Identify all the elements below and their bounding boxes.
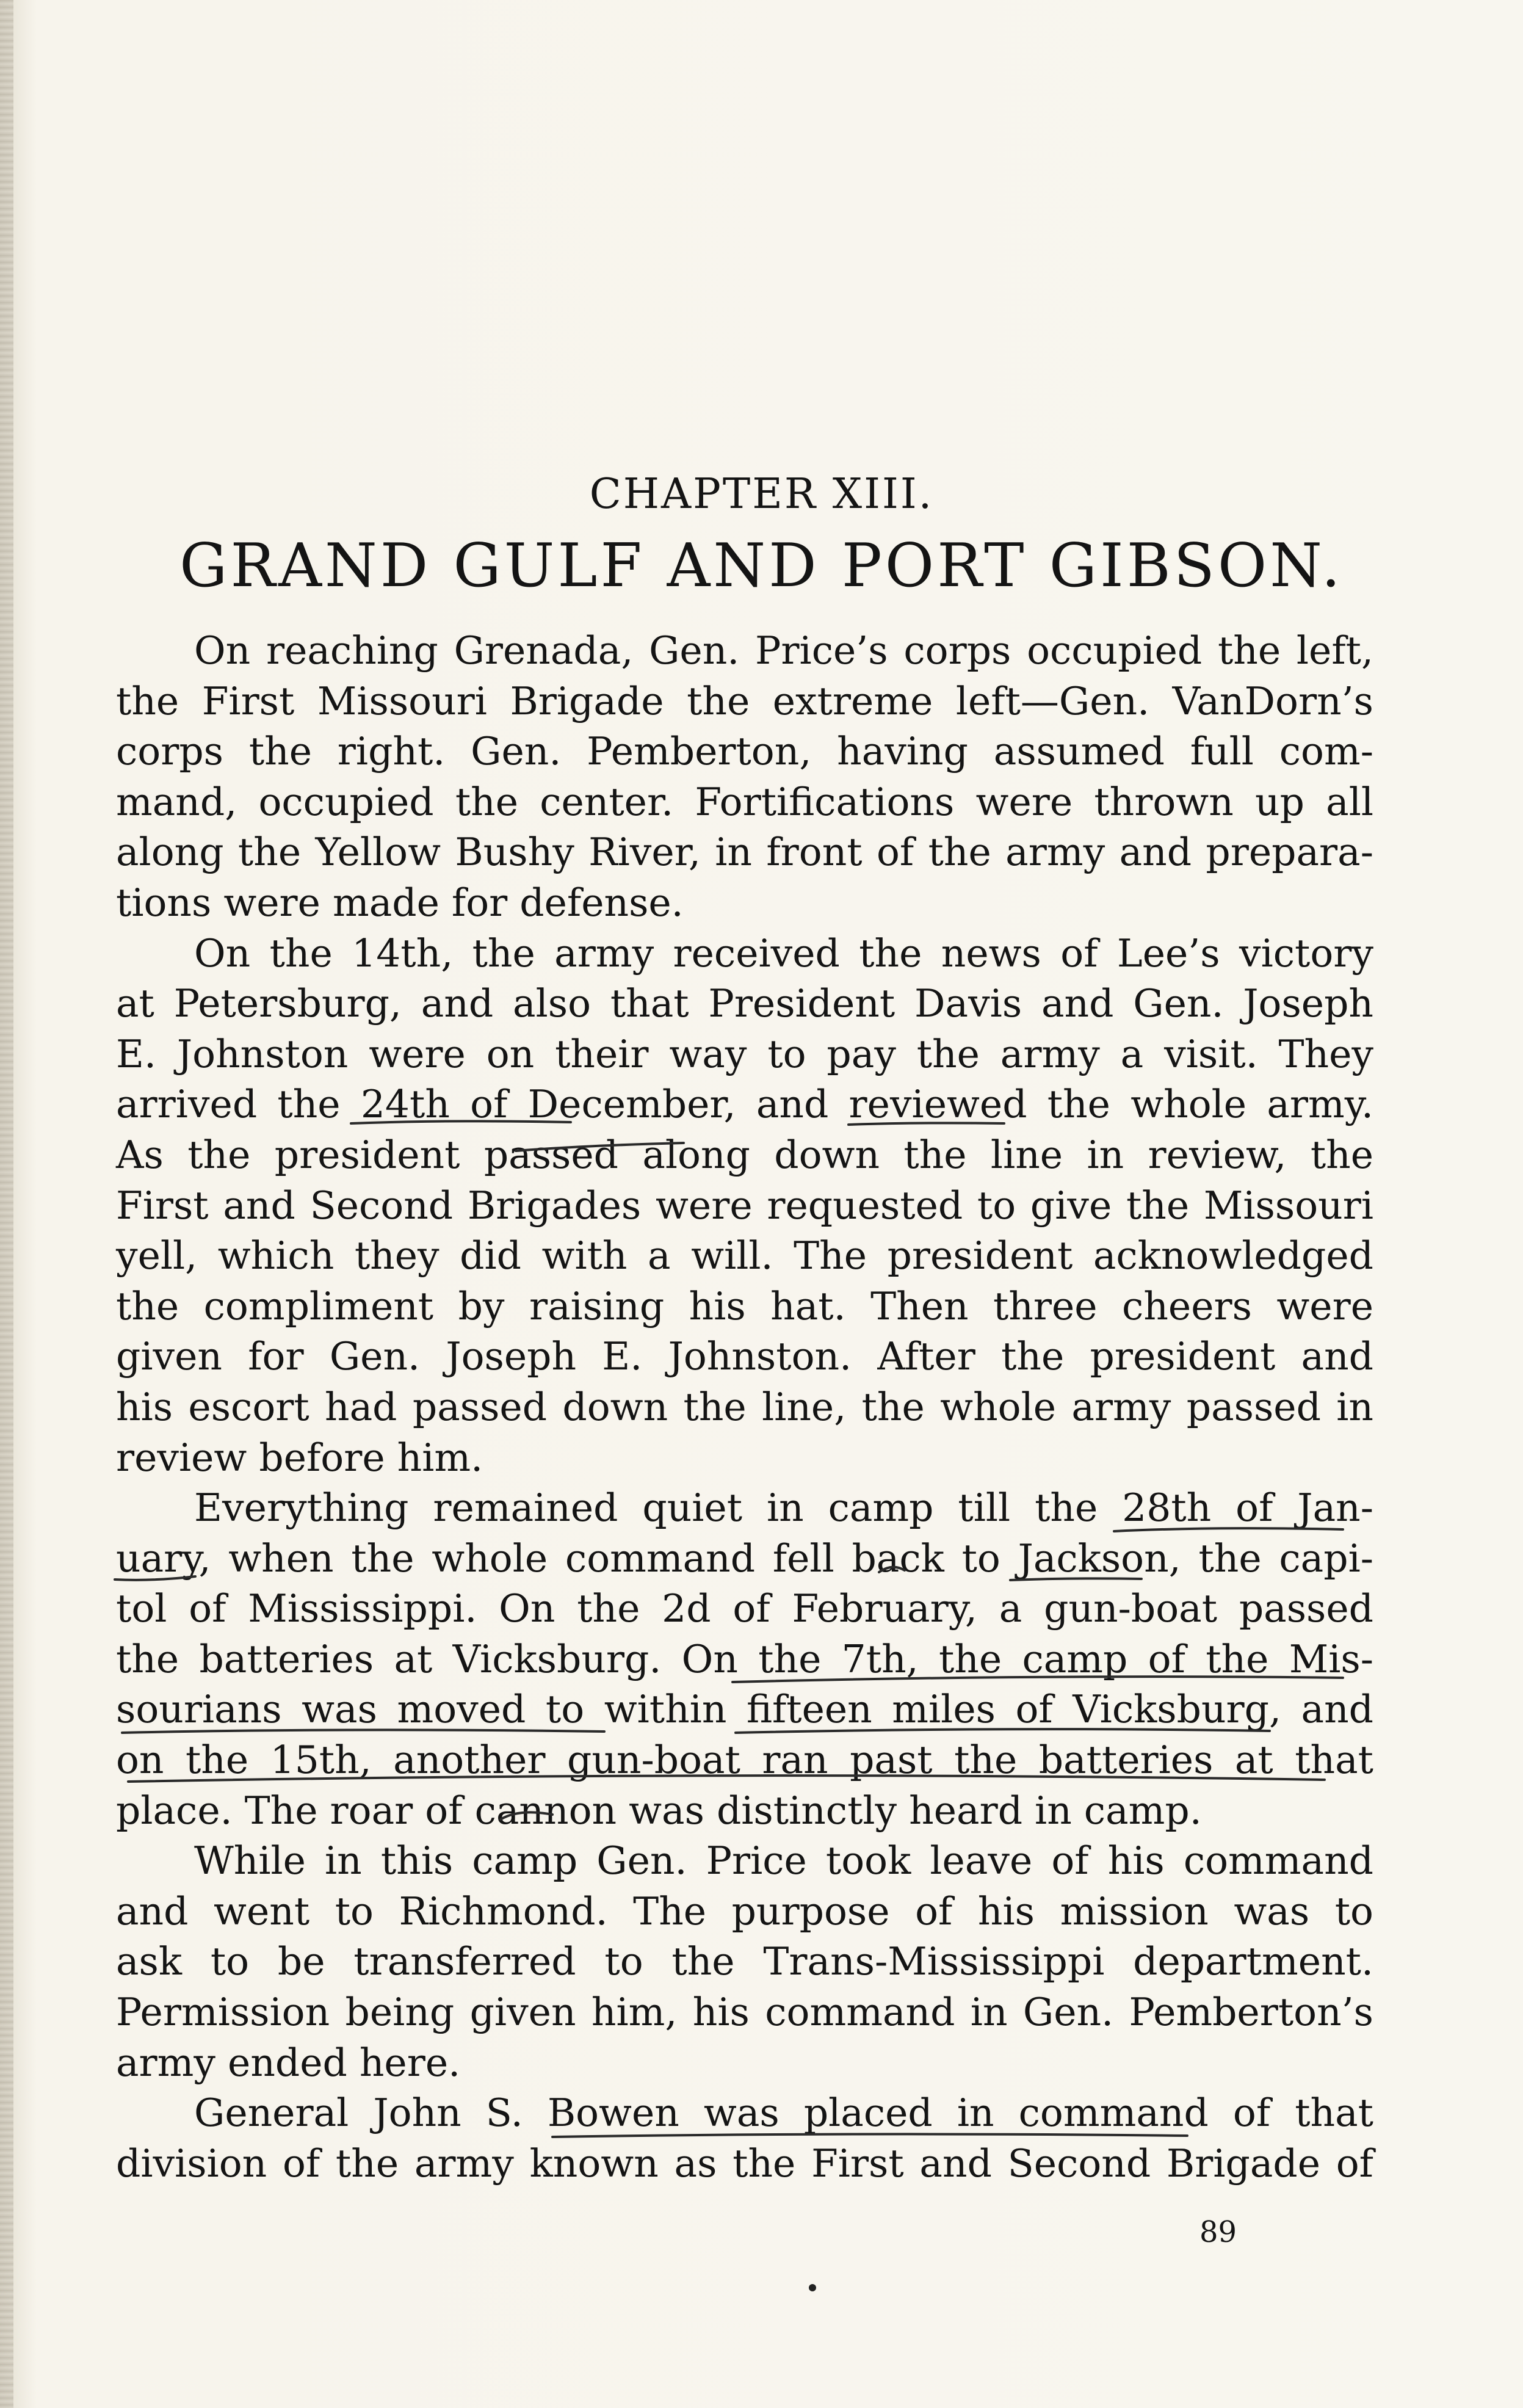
text-line: General John S. Bowen was placed in command of that [194, 2091, 1373, 2136]
paragraph-5 [116, 2088, 1373, 2189]
text-line: along the Yellow Bushy River, in front of the army and prepara- [116, 830, 1373, 875]
text-line: As the president passed along down the line in review, the [116, 1132, 1373, 1177]
text-line: review before him. [116, 1435, 483, 1480]
text-line: tions were made for defense. [116, 880, 684, 925]
text-line: On reaching Grenada, Gen. Price’s corps occupied the left, [194, 628, 1373, 673]
text-line: the batteries at Vicksburg. On the 7th, the camp of the Mis- [116, 1636, 1373, 1681]
body-text [116, 626, 1373, 2189]
page-binding-edge [0, 0, 13, 2408]
text-line: given for Gen. Joseph E. Johnston. After the president and [116, 1334, 1373, 1379]
text-line: While in this camp Gen. Price took leave of his command [194, 1838, 1373, 1884]
text-line: Permission being given him, his command in Gen. Pemberton’s [116, 1990, 1373, 2035]
paragraph-3 [116, 1483, 1373, 1836]
text-line: yell, which they did with a will. The president acknowledged [116, 1233, 1373, 1278]
text-line: uary, when the whole command fell back to Jackson, the capi- [116, 1536, 1373, 1581]
page-number: 89 [1199, 2215, 1237, 2249]
text-line: arrived the 24th of December, and reviewed the whole army. [116, 1082, 1373, 1127]
text-line: at Petersburg, and also that President Davis and Gen. Joseph [116, 981, 1373, 1026]
text-line: Everything remained quiet in camp till the 28th of Jan- [194, 1485, 1373, 1531]
paragraph-2 [116, 929, 1373, 1484]
text-line: mand, occupied the center. Fortifications were thrown up all [116, 779, 1373, 824]
ink-spot [809, 2284, 816, 2291]
text-line: ask to be transferred to the Trans-Mississippi department. [116, 1939, 1373, 1984]
text-line: on the 15th, another gun-boat ran past the batteries at that [116, 1738, 1373, 1783]
text-line: tol of Mississippi. On the 2d of February, a gun-boat passed [116, 1586, 1373, 1631]
text-line: the First Missouri Brigade the extreme left—Gen. VanDorn’s [116, 678, 1373, 723]
paragraph-4 [116, 1836, 1373, 2088]
text-line: On the 14th, the army received the news of Lee’s victory [194, 930, 1373, 976]
text-line: place. The roar of cannon was distinctly heard in camp. [116, 1788, 1202, 1833]
text-line: E. Johnston were on their way to pay the army a visit. They [116, 1031, 1373, 1076]
chapter-heading: CHAPTER XIII. [589, 470, 934, 518]
text-line: division of the army known as the First and Second Brigade of [116, 2141, 1373, 2186]
text-line: sourians was moved to within fifteen miles of Vicksburg, and [116, 1687, 1373, 1732]
chapter-title: GRAND GULF AND PORT GIBSON. [179, 531, 1344, 601]
text-line: and went to Richmond. The purpose of his mission was to [116, 1888, 1373, 1934]
text-line: army ended here. [116, 2040, 461, 2085]
paragraph-1 [116, 626, 1373, 929]
text-line: First and Second Brigades were requested to give the Missouri [116, 1183, 1373, 1228]
text-line: corps the right. Gen. Pemberton, having assumed full com- [116, 729, 1373, 774]
text-line: the compliment by raising his hat. Then three cheers were [116, 1283, 1373, 1329]
text-line: his escort had passed down the line, the whole army passed in [116, 1384, 1373, 1429]
